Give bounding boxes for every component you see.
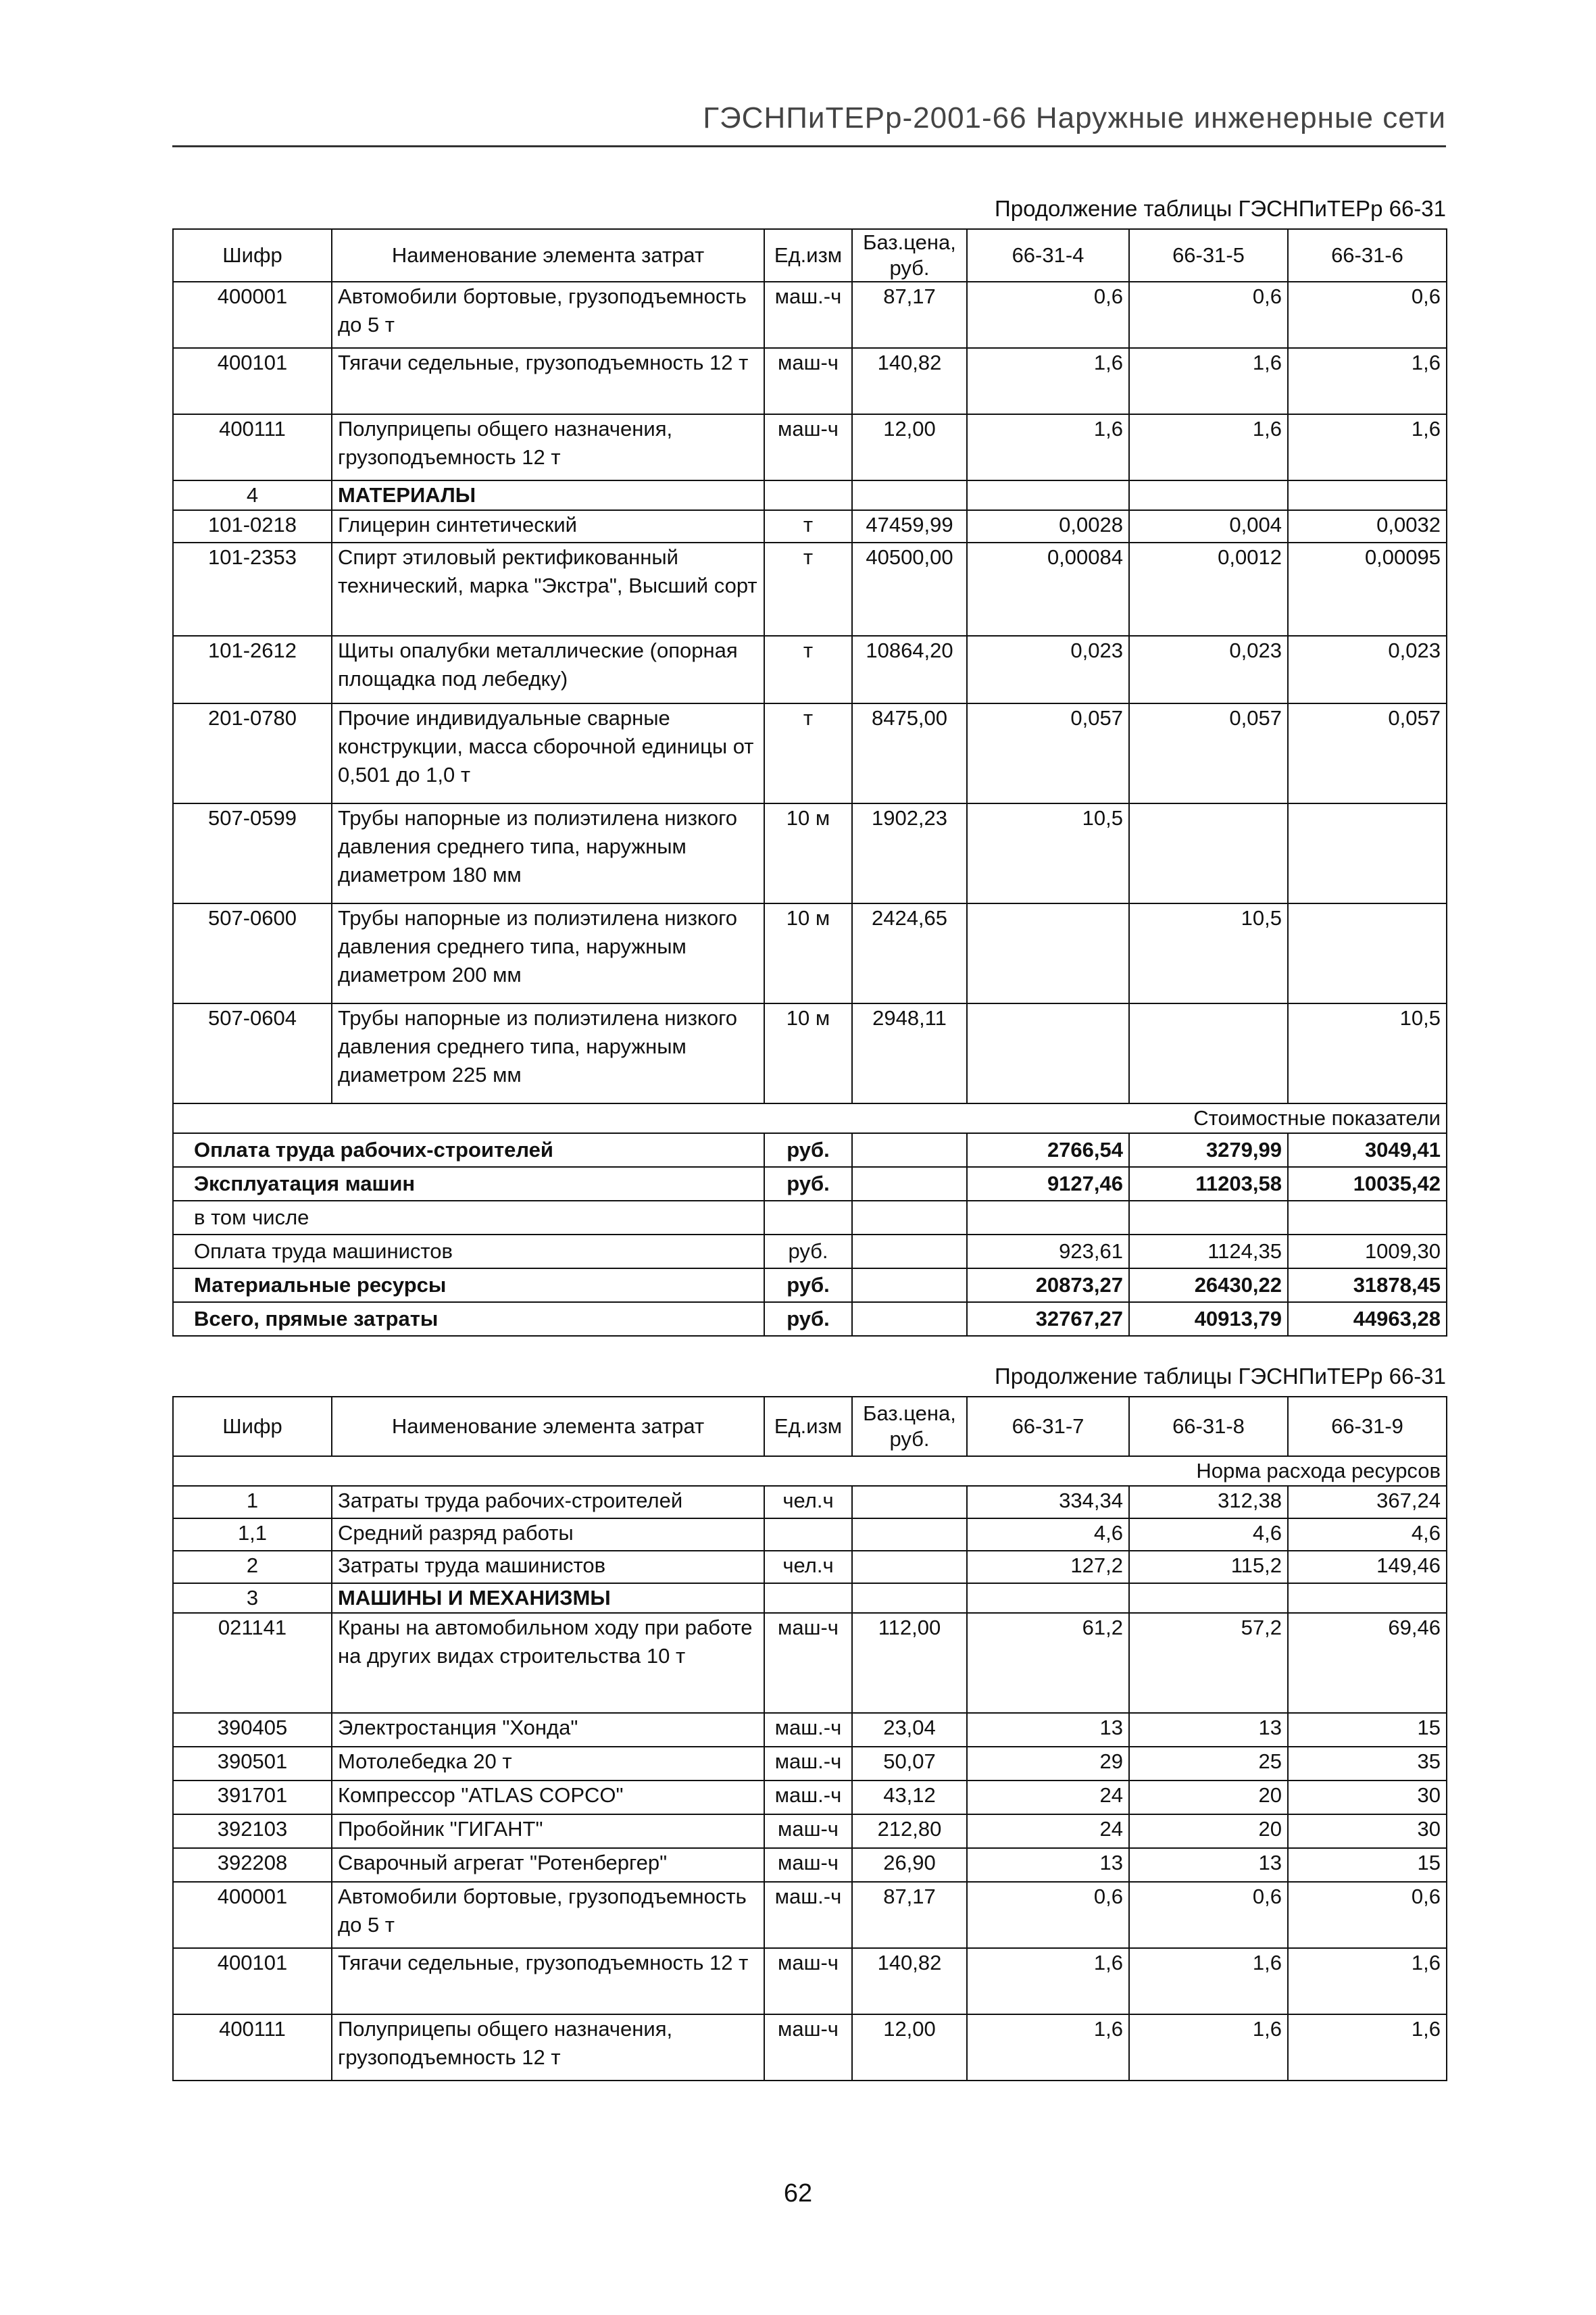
row-code: 400101 <box>173 348 332 414</box>
cost-unit: руб. <box>764 1235 852 1268</box>
row-value: 10,5 <box>1129 903 1288 1003</box>
row-name: Сварочный агрегат "Ротенбергер" <box>332 1848 764 1882</box>
table-row <box>173 1003 1447 1103</box>
row-price: 87,17 <box>852 1882 967 1948</box>
row-code: 400111 <box>173 2014 332 2081</box>
table-row <box>173 1948 1447 2014</box>
row-value: 0,6 <box>967 1882 1129 1948</box>
table-row <box>173 1486 1447 1518</box>
column-header: Баз.цена, руб. <box>852 1397 967 1456</box>
row-value: 0,023 <box>967 636 1129 703</box>
row-value: 30 <box>1288 1814 1447 1848</box>
row-name: Трубы напорные из полиэтилена низкого давления среднего типа, наружным диаметром 200 мм <box>332 903 764 1003</box>
row-value: 0,057 <box>967 703 1129 803</box>
cost-value <box>967 1201 1129 1235</box>
row-name: Средний разряд работы <box>332 1518 764 1551</box>
row-value <box>967 1003 1129 1103</box>
row-name: Прочие индивидуальные сварные конструкции, масса сборочной единицы от 0,501 до 1,0 т <box>332 703 764 803</box>
row-value <box>967 903 1129 1003</box>
row-name: Тягачи седельные, грузоподъемность 12 т <box>332 1948 764 2014</box>
row-name: Затраты труда машинистов <box>332 1551 764 1583</box>
cost-row <box>173 1133 1447 1167</box>
table2-header-row <box>173 1397 1447 1456</box>
row-unit: чел.ч <box>764 1551 852 1583</box>
table-row <box>173 1781 1447 1814</box>
row-value: 0,00095 <box>1288 543 1447 636</box>
row-value: 13 <box>967 1848 1129 1882</box>
row-code: 392208 <box>173 1848 332 1882</box>
row-price: 26,90 <box>852 1848 967 1882</box>
cost-price-empty <box>852 1268 967 1302</box>
table1 <box>172 228 1447 1337</box>
row-value: 0,6 <box>967 282 1129 348</box>
row-unit: чел.ч <box>764 1486 852 1518</box>
row-name: Автомобили бортовые, грузоподъемность до 5 т <box>332 1882 764 1948</box>
row-value: 61,2 <box>967 1613 1129 1713</box>
table-row <box>173 1583 1447 1613</box>
row-unit: т <box>764 510 852 543</box>
row-code: 1 <box>173 1486 332 1518</box>
row-value: 1,6 <box>1129 2014 1288 2081</box>
row-name: Трубы напорные из полиэтилена низкого давления среднего типа, наружным диаметром 225 мм <box>332 1003 764 1103</box>
row-name: Мотолебедка 20 т <box>332 1747 764 1781</box>
row-unit: маш-ч <box>764 414 852 480</box>
table1-header-row <box>173 229 1447 282</box>
row-price: 112,00 <box>852 1613 967 1713</box>
cost-price-empty <box>852 1133 967 1167</box>
row-name: Тягачи седельные, грузоподъемность 12 т <box>332 348 764 414</box>
row-unit: маш-ч <box>764 348 852 414</box>
row-code: 400101 <box>173 1948 332 2014</box>
row-value: 69,46 <box>1288 1613 1447 1713</box>
header-rule <box>172 145 1446 147</box>
cost-value: 31878,45 <box>1288 1268 1447 1302</box>
row-value: 13 <box>1129 1713 1288 1747</box>
cost-value: 2766,54 <box>967 1133 1129 1167</box>
row-code: 101-2612 <box>173 636 332 703</box>
row-value <box>967 1583 1129 1613</box>
row-value: 0,057 <box>1129 703 1288 803</box>
row-unit: маш.-ч <box>764 282 852 348</box>
table-row <box>173 1882 1447 1948</box>
row-name: Автомобили бортовые, грузоподъемность до 5 т <box>332 282 764 348</box>
cost-value: 1009,30 <box>1288 1235 1447 1268</box>
table-row <box>173 510 1447 543</box>
row-value: 0,6 <box>1288 282 1447 348</box>
cost-price-empty <box>852 1302 967 1336</box>
column-header: Наименование элемента затрат <box>332 1397 764 1456</box>
cost-unit <box>764 1201 852 1235</box>
row-value: 10,5 <box>967 803 1129 903</box>
column-header: 66-31-6 <box>1288 229 1447 282</box>
row-code: 101-2353 <box>173 543 332 636</box>
row-value: 0,0032 <box>1288 510 1447 543</box>
row-value: 312,38 <box>1129 1486 1288 1518</box>
table-row <box>173 414 1447 480</box>
row-unit: маш-ч <box>764 1948 852 2014</box>
row-value: 15 <box>1288 1713 1447 1747</box>
cost-value: 40913,79 <box>1129 1302 1288 1336</box>
row-value: 0,6 <box>1288 1882 1447 1948</box>
row-unit: т <box>764 703 852 803</box>
row-code: 400001 <box>173 1882 332 1948</box>
table-row <box>173 703 1447 803</box>
table1-caption: Продолжение таблицы ГЭСНПиТЕРр 66-31 <box>995 196 1446 221</box>
row-name: Щиты опалубки металлические (опорная площадка под лебедку) <box>332 636 764 703</box>
column-header: Ед.изм <box>764 229 852 282</box>
row-name: Компрессор "ATLAS COPCO" <box>332 1781 764 1814</box>
row-value: 13 <box>1129 1848 1288 1882</box>
row-value: 127,2 <box>967 1551 1129 1583</box>
cost-value: 10035,42 <box>1288 1167 1447 1201</box>
table-row <box>173 1848 1447 1882</box>
row-value <box>1129 1583 1288 1613</box>
row-unit: 10 м <box>764 803 852 903</box>
cost-value: 9127,46 <box>967 1167 1129 1201</box>
row-value <box>1288 1583 1447 1613</box>
column-header: Баз.цена, руб. <box>852 229 967 282</box>
cost-section-label: Стоимостные показатели <box>173 1103 1447 1133</box>
row-value: 1,6 <box>1288 348 1447 414</box>
row-price: 12,00 <box>852 2014 967 2081</box>
cost-unit: руб. <box>764 1167 852 1201</box>
row-value: 1,6 <box>1288 2014 1447 2081</box>
table-row <box>173 1551 1447 1583</box>
row-value: 4,6 <box>1129 1518 1288 1551</box>
row-value: 149,46 <box>1288 1551 1447 1583</box>
row-name: Электростанция "Хонда" <box>332 1713 764 1747</box>
row-price: 87,17 <box>852 282 967 348</box>
row-value: 0,0012 <box>1129 543 1288 636</box>
row-value: 0,6 <box>1129 282 1288 348</box>
cost-row <box>173 1302 1447 1336</box>
row-name: Пробойник "ГИГАНТ" <box>332 1814 764 1848</box>
norm-section-label: Норма расхода ресурсов <box>173 1456 1447 1486</box>
cost-unit: руб. <box>764 1302 852 1336</box>
row-price: 140,82 <box>852 1948 967 2014</box>
cost-value <box>1288 1201 1447 1235</box>
cost-price-empty <box>852 1167 967 1201</box>
row-name: Полуприцепы общего назначения, грузоподъемность 12 т <box>332 414 764 480</box>
row-value: 0,023 <box>1288 636 1447 703</box>
row-value <box>1288 480 1447 510</box>
row-name: Глицерин синтетический <box>332 510 764 543</box>
cost-value: 923,61 <box>967 1235 1129 1268</box>
row-price: 43,12 <box>852 1781 967 1814</box>
row-value: 0,057 <box>1288 703 1447 803</box>
cost-unit: руб. <box>764 1133 852 1167</box>
row-price: 10864,20 <box>852 636 967 703</box>
row-value <box>1288 903 1447 1003</box>
row-value: 57,2 <box>1129 1613 1288 1713</box>
cost-label: Всего, прямые затраты <box>173 1302 764 1336</box>
cost-price-empty <box>852 1235 967 1268</box>
row-unit: маш.-ч <box>764 1713 852 1747</box>
table-row <box>173 282 1447 348</box>
row-unit: маш-ч <box>764 1613 852 1713</box>
page-number: 62 <box>783 2179 813 2208</box>
row-value: 1,6 <box>1288 414 1447 480</box>
row-unit <box>764 480 852 510</box>
row-price <box>852 1583 967 1613</box>
cost-label: Эксплуатация машин <box>173 1167 764 1201</box>
cost-row <box>173 1235 1447 1268</box>
row-code: 507-0604 <box>173 1003 332 1103</box>
row-value <box>1129 480 1288 510</box>
table-row <box>173 1613 1447 1713</box>
row-value: 0,0028 <box>967 510 1129 543</box>
row-price <box>852 1486 967 1518</box>
cost-value: 11203,58 <box>1129 1167 1288 1201</box>
row-name: Трубы напорные из полиэтилена низкого давления среднего типа, наружным диаметром 180 мм <box>332 803 764 903</box>
row-value: 4,6 <box>1288 1518 1447 1551</box>
row-price: 8475,00 <box>852 703 967 803</box>
cost-label: в том числе <box>173 1201 764 1235</box>
column-header: 66-31-9 <box>1288 1397 1447 1456</box>
row-price: 40500,00 <box>852 543 967 636</box>
cost-price-empty <box>852 1201 967 1235</box>
row-code: 400001 <box>173 282 332 348</box>
row-unit: маш.-ч <box>764 1747 852 1781</box>
row-code: 3 <box>173 1583 332 1613</box>
column-header: Шифр <box>173 1397 332 1456</box>
row-value: 1,6 <box>967 414 1129 480</box>
column-header: Шифр <box>173 229 332 282</box>
row-value: 10,5 <box>1288 1003 1447 1103</box>
cost-value: 1124,35 <box>1129 1235 1288 1268</box>
row-name: МАТЕРИАЛЫ <box>332 480 764 510</box>
row-code: 391701 <box>173 1781 332 1814</box>
row-name: МАШИНЫ И МЕХАНИЗМЫ <box>332 1583 764 1613</box>
row-code: 390405 <box>173 1713 332 1747</box>
table-row <box>173 1713 1447 1747</box>
cost-row <box>173 1268 1447 1302</box>
row-unit: маш.-ч <box>764 1781 852 1814</box>
column-header: Наименование элемента затрат <box>332 229 764 282</box>
row-unit: маш.-ч <box>764 1882 852 1948</box>
row-value: 24 <box>967 1781 1129 1814</box>
row-value: 25 <box>1129 1747 1288 1781</box>
table-row <box>173 636 1447 703</box>
row-value: 0,023 <box>1129 636 1288 703</box>
cost-value: 44963,28 <box>1288 1302 1447 1336</box>
row-price <box>852 480 967 510</box>
table-row <box>173 480 1447 510</box>
row-value: 1,6 <box>1129 414 1288 480</box>
row-value: 367,24 <box>1288 1486 1447 1518</box>
row-price <box>852 1551 967 1583</box>
row-value: 0,00084 <box>967 543 1129 636</box>
row-value: 35 <box>1288 1747 1447 1781</box>
cost-row <box>173 1201 1447 1235</box>
row-code: 507-0599 <box>173 803 332 903</box>
table-row <box>173 903 1447 1003</box>
row-value: 15 <box>1288 1848 1447 1882</box>
column-header: 66-31-5 <box>1129 229 1288 282</box>
row-value: 334,34 <box>967 1486 1129 1518</box>
row-price: 140,82 <box>852 348 967 414</box>
cost-label: Оплата труда рабочих-строителей <box>173 1133 764 1167</box>
row-price: 23,04 <box>852 1713 967 1747</box>
row-value: 1,6 <box>967 348 1129 414</box>
row-value: 4,6 <box>967 1518 1129 1551</box>
row-unit <box>764 1518 852 1551</box>
cost-value: 32767,27 <box>967 1302 1129 1336</box>
row-price: 212,80 <box>852 1814 967 1848</box>
row-price: 50,07 <box>852 1747 967 1781</box>
row-unit: 10 м <box>764 903 852 1003</box>
row-price: 2948,11 <box>852 1003 967 1103</box>
cost-value <box>1129 1201 1288 1235</box>
row-unit: маш-ч <box>764 1814 852 1848</box>
table-row <box>173 1814 1447 1848</box>
row-price <box>852 1518 967 1551</box>
row-price: 47459,99 <box>852 510 967 543</box>
row-value: 20 <box>1129 1814 1288 1848</box>
row-value: 1,6 <box>967 2014 1129 2081</box>
table-row <box>173 1747 1447 1781</box>
column-header: 66-31-8 <box>1129 1397 1288 1456</box>
cost-row <box>173 1167 1447 1201</box>
row-value <box>1129 803 1288 903</box>
row-unit: т <box>764 543 852 636</box>
row-value: 0,6 <box>1129 1882 1288 1948</box>
row-unit: т <box>764 636 852 703</box>
row-name: Краны на автомобильном ходу при работе на других видах строительства 10 т <box>332 1613 764 1713</box>
row-value: 1,6 <box>1288 1948 1447 2014</box>
row-code: 390501 <box>173 1747 332 1781</box>
row-code: 021141 <box>173 1613 332 1713</box>
row-price: 2424,65 <box>852 903 967 1003</box>
row-value: 24 <box>967 1814 1129 1848</box>
row-code: 507-0600 <box>173 903 332 1003</box>
row-price: 1902,23 <box>852 803 967 903</box>
row-value <box>1288 803 1447 903</box>
row-value: 20 <box>1129 1781 1288 1814</box>
row-name: Спирт этиловый ректификованный технический, марка "Экстра", Высший сорт <box>332 543 764 636</box>
row-value <box>1129 1003 1288 1103</box>
row-unit: маш-ч <box>764 2014 852 2081</box>
row-value: 1,6 <box>1129 348 1288 414</box>
row-value: 0,004 <box>1129 510 1288 543</box>
cost-value: 3279,99 <box>1129 1133 1288 1167</box>
row-name: Полуприцепы общего назначения, грузоподъемность 12 т <box>332 2014 764 2081</box>
row-unit <box>764 1583 852 1613</box>
cost-value: 3049,41 <box>1288 1133 1447 1167</box>
table-row <box>173 348 1447 414</box>
cost-label: Оплата труда машинистов <box>173 1235 764 1268</box>
row-code: 392103 <box>173 1814 332 1848</box>
running-header: ГЭСНПиТЕРр-2001-66 Наружные инженерные сети <box>703 101 1446 134</box>
row-value: 13 <box>967 1713 1129 1747</box>
column-header: 66-31-7 <box>967 1397 1129 1456</box>
column-header: 66-31-4 <box>967 229 1129 282</box>
table-row <box>173 1518 1447 1551</box>
table2-caption: Продолжение таблицы ГЭСНПиТЕРр 66-31 <box>995 1364 1446 1389</box>
row-code: 201-0780 <box>173 703 332 803</box>
row-code: 101-0218 <box>173 510 332 543</box>
column-header: Ед.изм <box>764 1397 852 1456</box>
row-code: 1,1 <box>173 1518 332 1551</box>
row-code: 400111 <box>173 414 332 480</box>
cost-unit: руб. <box>764 1268 852 1302</box>
row-name: Затраты труда рабочих-строителей <box>332 1486 764 1518</box>
cost-value: 26430,22 <box>1129 1268 1288 1302</box>
table-row <box>173 2014 1447 2081</box>
row-value: 30 <box>1288 1781 1447 1814</box>
table-row <box>173 803 1447 903</box>
row-value: 1,6 <box>1129 1948 1288 2014</box>
cost-label: Материальные ресурсы <box>173 1268 764 1302</box>
row-value <box>967 480 1129 510</box>
row-code: 4 <box>173 480 332 510</box>
row-value: 29 <box>967 1747 1129 1781</box>
row-value: 1,6 <box>967 1948 1129 2014</box>
row-price: 12,00 <box>852 414 967 480</box>
table2 <box>172 1396 1447 2081</box>
row-value: 115,2 <box>1129 1551 1288 1583</box>
table-row <box>173 543 1447 636</box>
row-code: 2 <box>173 1551 332 1583</box>
row-unit: 10 м <box>764 1003 852 1103</box>
row-unit: маш-ч <box>764 1848 852 1882</box>
cost-value: 20873,27 <box>967 1268 1129 1302</box>
